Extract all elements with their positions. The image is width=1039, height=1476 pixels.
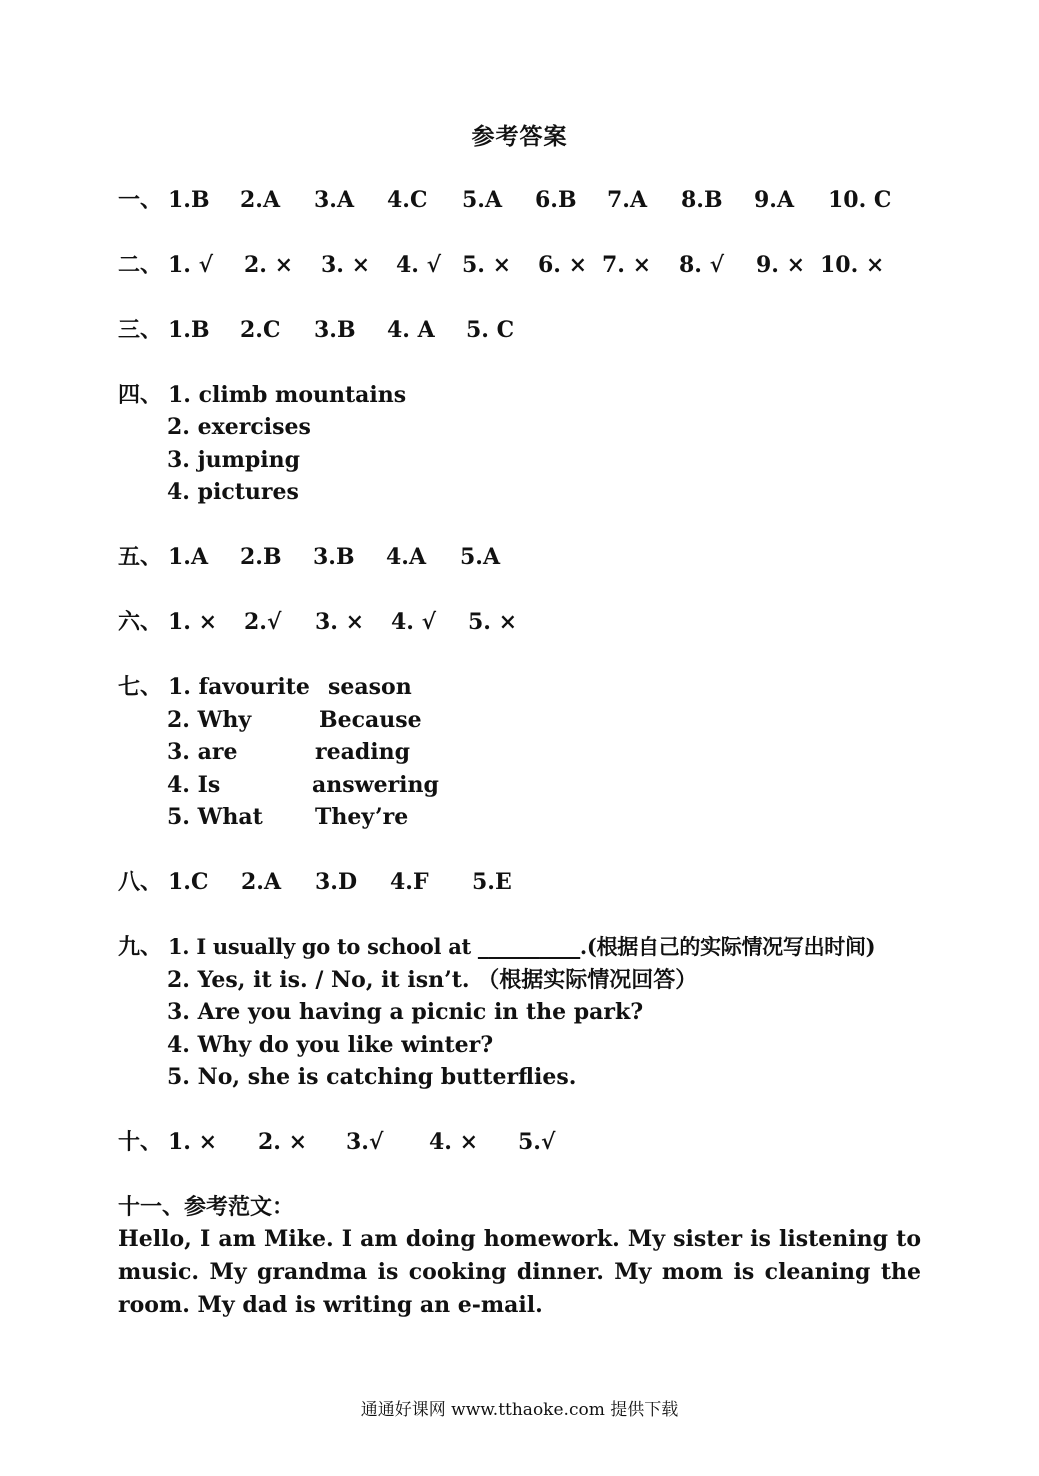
answer-item: 10. × (820, 252, 885, 278)
answer-item: 4.F (390, 869, 429, 895)
answer-item: 3. Are you having a picnic in the park? (167, 999, 644, 1025)
answer-item: 1. √ (168, 252, 214, 278)
answer-item: 4. × (429, 1129, 479, 1155)
section-number: 八、 (118, 869, 163, 895)
answer-item: season (328, 674, 412, 700)
answer-item: Because (319, 707, 422, 733)
section-5 (118, 541, 618, 573)
section-10 (118, 1126, 618, 1158)
answer-item: 4. Is (167, 772, 221, 798)
answer-item: 5.√ (518, 1129, 556, 1155)
page-title: 参考答案 (471, 123, 568, 150)
answer-item: 9. × (756, 252, 806, 278)
answer-item: 5. × (468, 609, 518, 635)
answer-item: 4.A (386, 544, 427, 570)
answer-item: 5. C (466, 317, 515, 343)
answer-item: 5. What (167, 804, 263, 830)
answer-item: 5.A (462, 187, 503, 213)
answer-item: reading (315, 739, 410, 765)
answer-item: 2.B (240, 544, 282, 570)
answer-item: 6. × (538, 252, 588, 278)
answer-item: 2.C (240, 317, 281, 343)
answer-item: 3. are (167, 739, 238, 765)
answer-item: 2. × (258, 1129, 308, 1155)
section-number: 二、 (118, 252, 163, 278)
answer-item: 1.C (168, 869, 209, 895)
section-number: 十、 (118, 1129, 163, 1155)
section-number: 七、 (118, 674, 163, 700)
answer-item: They’re (315, 804, 409, 830)
footer-credit: 通通好课网 www.tthaoke.com 提供下载 (360, 1400, 679, 1420)
answer-item: 5.E (472, 869, 512, 895)
answer-item: 1. I usually go to school at __________.(根据自己的实际情况写出时间) (168, 934, 876, 959)
section-6 (118, 606, 618, 638)
section-4 (118, 379, 518, 411)
answer-item: 5. No, she is catching butterflies. (167, 1064, 577, 1090)
answer-item: 3.D (315, 869, 358, 895)
section-1 (118, 184, 918, 216)
answer-item: 3. × (321, 252, 371, 278)
answer-item: 2.A (240, 187, 281, 213)
answer-item: 2.A (241, 869, 282, 895)
answer-item: 9.A (754, 187, 795, 213)
answer-item: 7.A (607, 187, 648, 213)
answer-item: 2.√ (244, 609, 282, 635)
answer-item: 2. exercises (167, 414, 311, 440)
section-number: 四、 (118, 382, 163, 408)
section-number: 六、 (118, 609, 163, 635)
answer-item: 2. × (244, 252, 294, 278)
answer-item: 6.B (535, 187, 577, 213)
answer-item: 2. Why (167, 707, 252, 733)
answer-item: 3.B (313, 544, 355, 570)
answer-item: 3. jumping (167, 447, 300, 473)
section-8 (118, 866, 618, 898)
section-3 (118, 314, 618, 346)
answer-item: 3.A (314, 187, 355, 213)
answer-item: 4. Why do you like winter? (167, 1032, 494, 1058)
section-number: 五、 (118, 544, 163, 570)
answer-item: 4. √ (396, 252, 442, 278)
answer-item: 10. C (828, 187, 892, 213)
section-number: 九、 (118, 934, 163, 960)
answer-item: 1.B (168, 317, 210, 343)
answer-item: 1.A (168, 544, 209, 570)
section-7 (118, 671, 518, 703)
answer-item: 8. √ (679, 252, 725, 278)
answer-item: 1. × (168, 1129, 218, 1155)
answer-item: 8.B (681, 187, 723, 213)
answer-item: 4. A (387, 317, 435, 343)
section-9 (118, 931, 928, 963)
answer-item: 4. √ (391, 609, 437, 635)
answer-item: 5.A (460, 544, 501, 570)
answer-item: 1. favourite (168, 674, 310, 700)
section-2 (118, 249, 918, 281)
answer-item: 5. × (462, 252, 512, 278)
answer-item: 2. Yes, it is. / No, it isn’t. （根据实际情况回答） (167, 967, 698, 993)
answer-item: 4. pictures (167, 479, 299, 505)
answer-item: 1. × (168, 609, 218, 635)
sample-essay: Hello, I am Mike. I am doing homework. My sister is listening to music. My grandma is cooking dinner. My mom is cleaning the room. My dad is writing an e-mail. (118, 1226, 921, 1318)
answer-item: 4.C (387, 187, 428, 213)
answer-item: answering (312, 772, 439, 798)
section-number: 一、 (118, 187, 163, 213)
answer-item: 3.√ (346, 1129, 384, 1155)
section-11-heading: 十一、参考范文： (118, 1194, 295, 1220)
answer-item: 3. × (315, 609, 365, 635)
answer-item: 1.B (168, 187, 210, 213)
answer-item: 7. × (602, 252, 652, 278)
answer-item: 3.B (314, 317, 356, 343)
answer-item: 1. climb mountains (168, 382, 407, 408)
section-number: 三、 (118, 317, 163, 343)
